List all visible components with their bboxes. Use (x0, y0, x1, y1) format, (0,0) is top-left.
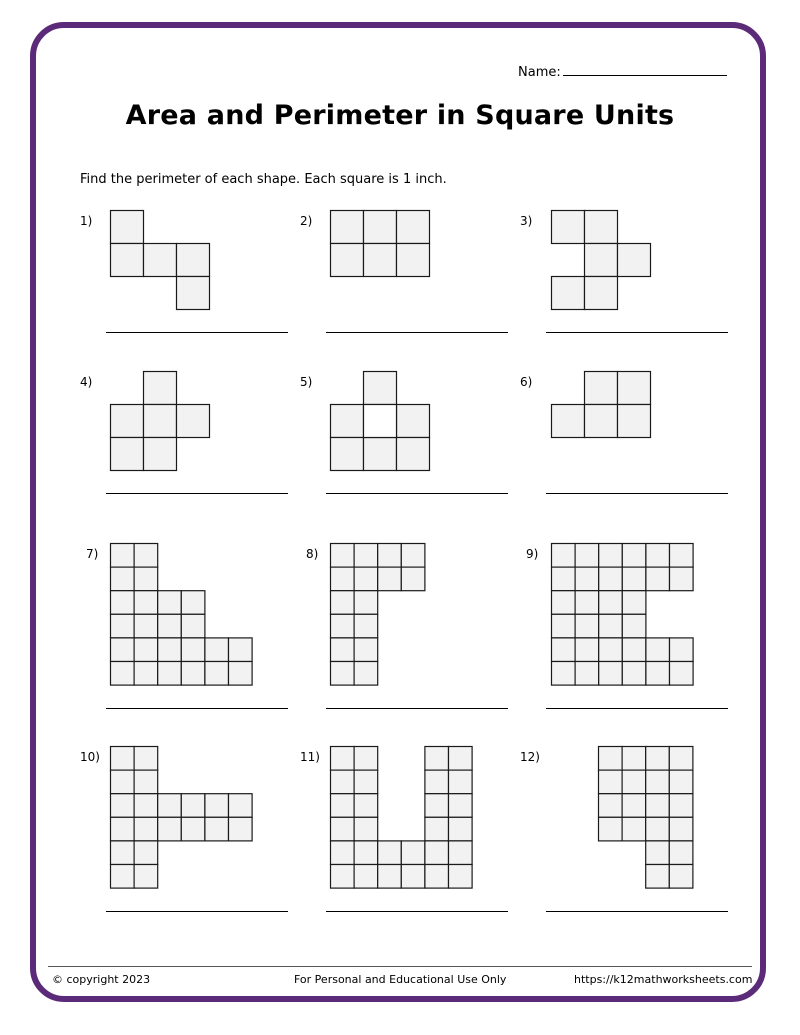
unit-square (364, 438, 397, 471)
unit-square (229, 794, 253, 818)
unit-square (449, 817, 473, 841)
unit-square (575, 662, 599, 686)
unit-square (622, 567, 646, 591)
unit-square (111, 770, 135, 794)
unit-square (111, 817, 135, 841)
unit-square (158, 817, 182, 841)
unit-square (354, 747, 378, 771)
unit-square (158, 614, 182, 638)
unit-square (134, 747, 158, 771)
unit-square (552, 277, 585, 310)
grid-shape (598, 746, 694, 890)
answer-line[interactable] (326, 911, 508, 912)
unit-square (111, 244, 144, 277)
unit-square (669, 794, 693, 818)
unit-square (181, 794, 205, 818)
unit-square (646, 662, 670, 686)
unit-square (622, 662, 646, 686)
unit-square (134, 638, 158, 662)
unit-square (585, 405, 618, 438)
worksheet-title: Area and Perimeter in Square Units (125, 100, 675, 131)
footer-copyright: © copyright 2023 (52, 973, 151, 986)
unit-square (449, 770, 473, 794)
unit-square (111, 591, 135, 615)
unit-square (144, 438, 177, 471)
unit-square (670, 638, 694, 662)
unit-square (599, 794, 623, 818)
unit-square (669, 865, 693, 889)
unit-square (646, 638, 670, 662)
problem-number: 4) (80, 375, 93, 389)
unit-square (364, 244, 397, 277)
unit-square (181, 638, 205, 662)
unit-square (397, 438, 430, 471)
grid-shape (551, 371, 652, 439)
unit-square (354, 865, 378, 889)
unit-square (397, 244, 430, 277)
unit-square (331, 794, 355, 818)
unit-square (205, 794, 229, 818)
unit-square (669, 770, 693, 794)
unit-square (181, 662, 205, 686)
answer-line[interactable] (326, 332, 508, 333)
unit-square (401, 544, 425, 568)
unit-square (552, 662, 576, 686)
name-label: Name: (518, 65, 561, 80)
unit-square (622, 638, 646, 662)
unit-square (134, 865, 158, 889)
unit-square (449, 841, 473, 865)
unit-square (177, 277, 210, 310)
unit-square (229, 817, 253, 841)
unit-square (134, 591, 158, 615)
problem-number: 11) (300, 750, 320, 764)
footer-url[interactable]: https://k12mathworksheets.com (574, 973, 753, 986)
unit-square (378, 865, 402, 889)
unit-square (425, 865, 449, 889)
unit-square (111, 865, 135, 889)
footer-divider (48, 966, 752, 967)
unit-square (111, 211, 144, 244)
unit-square (670, 662, 694, 686)
unit-square (669, 841, 693, 865)
footer-usage: For Personal and Educational Use Only (294, 973, 507, 986)
unit-square (144, 372, 177, 405)
unit-square (618, 244, 651, 277)
unit-square (111, 438, 144, 471)
unit-square (646, 567, 670, 591)
unit-square (354, 591, 378, 615)
answer-line[interactable] (326, 708, 508, 709)
unit-square (599, 638, 623, 662)
problem-number: 7) (86, 547, 99, 561)
grid-shape (551, 543, 695, 687)
unit-square (397, 211, 430, 244)
unit-square (425, 817, 449, 841)
unit-square (158, 662, 182, 686)
unit-square (669, 747, 693, 771)
grid-shape (551, 210, 652, 311)
unit-square (134, 614, 158, 638)
unit-square (354, 794, 378, 818)
unit-square (354, 614, 378, 638)
answer-line[interactable] (106, 332, 288, 333)
unit-square (599, 747, 623, 771)
unit-square (585, 277, 618, 310)
unit-square (646, 544, 670, 568)
unit-square (331, 638, 355, 662)
unit-square (229, 638, 253, 662)
unit-square (622, 591, 646, 615)
answer-line[interactable] (106, 708, 288, 709)
unit-square (331, 438, 364, 471)
grid-shape (330, 371, 431, 472)
answer-line[interactable] (546, 332, 728, 333)
unit-square (670, 567, 694, 591)
unit-square (646, 747, 670, 771)
unit-square (331, 662, 355, 686)
unit-square (158, 638, 182, 662)
grid-shape (110, 543, 254, 687)
unit-square (599, 591, 623, 615)
unit-square (331, 567, 355, 591)
unit-square (599, 567, 623, 591)
unit-square (331, 841, 355, 865)
unit-square (599, 614, 623, 638)
unit-square (331, 865, 355, 889)
unit-square (670, 544, 694, 568)
answer-line[interactable] (106, 493, 288, 494)
unit-square (134, 794, 158, 818)
unit-square (622, 614, 646, 638)
unit-square (599, 770, 623, 794)
unit-square (181, 614, 205, 638)
unit-square (425, 841, 449, 865)
answer-line[interactable] (546, 911, 728, 912)
unit-square (181, 591, 205, 615)
unit-square (144, 244, 177, 277)
unit-square (111, 638, 135, 662)
unit-square (622, 794, 646, 818)
unit-square (552, 567, 576, 591)
unit-square (401, 865, 425, 889)
grid-shape (330, 746, 474, 890)
unit-square (354, 638, 378, 662)
unit-square (397, 405, 430, 438)
unit-square (425, 747, 449, 771)
unit-square (425, 794, 449, 818)
grid-shape (110, 210, 211, 311)
unit-square (449, 747, 473, 771)
unit-square (229, 662, 253, 686)
problem-number: 6) (520, 375, 533, 389)
unit-square (622, 747, 646, 771)
unit-square (111, 614, 135, 638)
unit-square (552, 211, 585, 244)
unit-square (552, 591, 576, 615)
unit-square (111, 544, 135, 568)
unit-square (111, 662, 135, 686)
unit-square (575, 591, 599, 615)
unit-square (449, 865, 473, 889)
unit-square (205, 662, 229, 686)
unit-square (552, 614, 576, 638)
name-field[interactable] (518, 63, 727, 80)
unit-square (425, 770, 449, 794)
grid-shape (330, 210, 431, 278)
grid-shape (110, 746, 254, 890)
unit-square (378, 841, 402, 865)
unit-square (354, 817, 378, 841)
problem-number: 9) (526, 547, 539, 561)
unit-square (134, 841, 158, 865)
answer-line[interactable] (546, 708, 728, 709)
name-blank[interactable] (563, 63, 727, 76)
instructions: Find the perimeter of each shape. Each square is 1 inch. (80, 172, 447, 187)
grid-shape (330, 543, 426, 687)
unit-square (158, 794, 182, 818)
unit-square (622, 544, 646, 568)
unit-square (599, 544, 623, 568)
unit-square (599, 817, 623, 841)
unit-square (449, 794, 473, 818)
unit-square (646, 841, 670, 865)
unit-square (646, 865, 670, 889)
unit-square (354, 662, 378, 686)
unit-square (575, 567, 599, 591)
unit-square (585, 244, 618, 277)
unit-square (364, 372, 397, 405)
unit-square (331, 405, 364, 438)
unit-square (622, 817, 646, 841)
unit-square (622, 770, 646, 794)
unit-square (575, 544, 599, 568)
unit-square (331, 770, 355, 794)
problem-number: 10) (80, 750, 100, 764)
grid-shape (110, 371, 211, 472)
unit-square (669, 817, 693, 841)
unit-square (618, 372, 651, 405)
unit-square (378, 544, 402, 568)
unit-square (599, 662, 623, 686)
unit-square-blank (364, 405, 397, 438)
unit-square (177, 244, 210, 277)
unit-square (552, 638, 576, 662)
problem-number: 8) (306, 547, 319, 561)
unit-square (331, 544, 355, 568)
unit-square (646, 770, 670, 794)
unit-square (364, 211, 397, 244)
unit-square (331, 211, 364, 244)
unit-square (646, 817, 670, 841)
unit-square (401, 567, 425, 591)
unit-square (575, 638, 599, 662)
answer-line[interactable] (546, 493, 728, 494)
unit-square (134, 567, 158, 591)
unit-square (205, 817, 229, 841)
unit-square (354, 841, 378, 865)
unit-square (134, 662, 158, 686)
unit-square (401, 841, 425, 865)
unit-square (354, 567, 378, 591)
unit-square (205, 638, 229, 662)
unit-square (331, 614, 355, 638)
unit-square (111, 405, 144, 438)
problem-number: 1) (80, 214, 93, 228)
unit-square (331, 747, 355, 771)
unit-square (331, 817, 355, 841)
unit-square (618, 405, 651, 438)
unit-square (552, 544, 576, 568)
unit-square (111, 747, 135, 771)
unit-square (331, 244, 364, 277)
unit-square (331, 591, 355, 615)
unit-square (585, 211, 618, 244)
unit-square (111, 567, 135, 591)
unit-square (585, 372, 618, 405)
unit-square (354, 544, 378, 568)
problem-number: 12) (520, 750, 540, 764)
unit-square (181, 817, 205, 841)
unit-square (354, 770, 378, 794)
unit-square (134, 770, 158, 794)
unit-square (158, 591, 182, 615)
answer-line[interactable] (106, 911, 288, 912)
unit-square (134, 817, 158, 841)
unit-square (111, 841, 135, 865)
problem-number: 5) (300, 375, 313, 389)
unit-square (378, 567, 402, 591)
unit-square (552, 405, 585, 438)
unit-square (134, 544, 158, 568)
problem-number: 3) (520, 214, 533, 228)
answer-line[interactable] (326, 493, 508, 494)
unit-square (144, 405, 177, 438)
unit-square (646, 794, 670, 818)
problem-number: 2) (300, 214, 313, 228)
unit-square (111, 794, 135, 818)
unit-square (575, 614, 599, 638)
unit-square (177, 405, 210, 438)
